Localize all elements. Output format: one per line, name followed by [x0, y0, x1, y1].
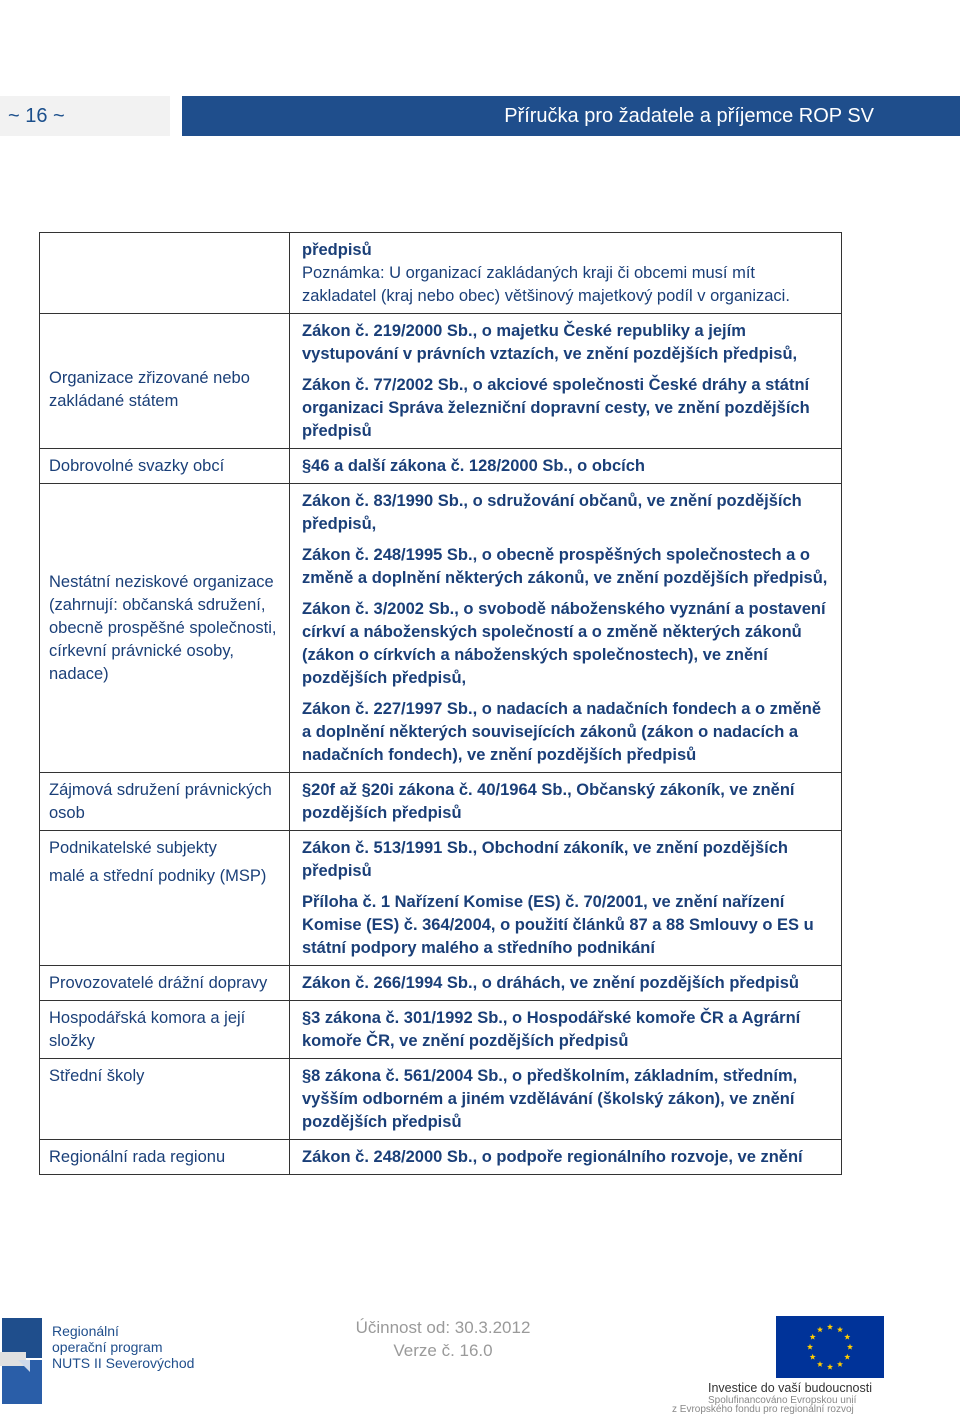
organization-type: Organizace zřizované nebo zakládané státem — [40, 314, 290, 449]
table-row — [40, 449, 842, 484]
organization-type-line: malé a střední podniky (MSP) — [49, 867, 267, 885]
legal-reference: Zákon č. 219/2000 Sb., o majetku České republiky a jejím vystupování v právních vztazích, ve znění pozdějších předpisů, — [302, 322, 798, 363]
row-right-cell — [290, 966, 842, 1001]
table-row — [40, 1001, 842, 1059]
eu-logo-line: Spolufinancováno Evropskou unií — [708, 1395, 857, 1406]
legal-reference: §8 zákona č. 561/2004 Sb., o předškolním, základním, středním, vyšším odborném a jiném vzdělávání (školský zákon), ve znění pozdějších předpisů — [302, 1067, 798, 1131]
table-row — [40, 773, 842, 831]
eu-logo-line: z Evropského fondu pro regionální rozvoj — [672, 1404, 854, 1415]
rop-logo — [0, 1314, 195, 1410]
row-right-cell — [290, 831, 842, 966]
version-text: Verze č. 16.0 — [393, 1341, 493, 1360]
legal-reference: §20f až §20i zákona č. 40/1964 Sb., Občanský zákoník, ve znění pozdějších předpisů — [302, 781, 795, 822]
rop-logo-line: NUTS II Severovýchod — [52, 1355, 195, 1371]
legal-reference: Zákon č. 513/1991 Sb., Obchodní zákoník, ve znění pozdějších předpisů — [302, 839, 788, 880]
rop-logo-line: Regionální — [52, 1323, 119, 1339]
eu-logo-line: Investice do vaší budoucnosti — [708, 1381, 872, 1395]
rop-nuts-logo-icon — [0, 1314, 195, 1410]
eu-flag-icon — [672, 1314, 960, 1415]
row-right-cell — [290, 1059, 842, 1140]
legislation-table — [39, 232, 842, 1175]
legal-reference: Zákon č. 248/2000 Sb., o podpoře regionálního rozvoje, ve znění — [302, 1148, 803, 1166]
legal-reference: předpisů — [302, 241, 372, 259]
legal-reference: Zákon č. 227/1997 Sb., o nadacích a nadačních fondech a o změně a doplnění některých souvisejících zákonů (zákon o nadacích a nadačních fondech), ve znění pozdějších předpisů — [302, 700, 822, 764]
document-title: Příručka pro žadatele a příjemce ROP SV — [182, 96, 960, 136]
organization-type: Střední školy — [40, 1059, 290, 1140]
note-text: Poznámka: U organizací zakládaných kraji či obcemi musí mít zakladatel (kraj nebo obec) většinový majetkový podíl v organizaci. — [302, 264, 790, 305]
organization-type: Provozovatelé drážní dopravy — [40, 966, 290, 1001]
legal-reference: Zákon č. 266/1994 Sb., o dráhách, ve znění pozdějších předpisů — [302, 974, 799, 992]
organization-type: Zájmová sdružení právnických osob — [40, 773, 290, 831]
eu-logo — [672, 1314, 960, 1415]
table-row — [40, 966, 842, 1001]
row-right-cell — [290, 773, 842, 831]
table-row — [40, 1059, 842, 1140]
organization-type: Dobrovolné svazky obcí — [40, 449, 290, 484]
legal-reference: Zákon č. 77/2002 Sb., o akciové společnosti České dráhy a státní organizaci Správa železniční dopravní cesty, ve znění pozdějších předpisů — [302, 376, 810, 440]
table-row — [40, 233, 842, 314]
effective-date: Účinnost od: 30.3.2012 — [355, 1318, 531, 1337]
organization-type: Nestátní neziskové organizace (zahrnují: občanská sdružení, obecně prospěšné společnosti, církevní právnické osoby, nadace) — [40, 484, 290, 773]
organization-type: Hospodářská komora a její složky — [40, 1001, 290, 1059]
legal-reference: Zákon č. 83/1990 Sb., o sdružování občanů, ve znění pozdějších předpisů, — [302, 492, 802, 533]
legal-reference: §46 a další zákona č. 128/2000 Sb., o obcích — [302, 457, 646, 475]
page-number: ~ 16 ~ — [0, 96, 170, 136]
row-right-cell — [290, 314, 842, 449]
table-row — [40, 484, 842, 773]
row-right-cell — [290, 1001, 842, 1059]
legal-reference: Zákon č. 3/2002 Sb., o svobodě náboženského vyznání a postavení církví a náboženských společností a o změně některých zákonů (zákon o církvích a náboženských společnostech), ve znění pozdějších předpisů, — [302, 600, 826, 687]
legal-reference: §3 zákona č. 301/1992 Sb., o Hospodářské komoře ČR a Agrární komoře ČR, ve znění pozdějších předpisů — [302, 1009, 801, 1050]
legal-reference: Příloha č. 1 Nařízení Komise (ES) č. 70/2001, ve znění nařízení Komise (ES) č. 364/2004, o použití článků 87 a 88 Smlouvy o ES u státní podpory malého a středního podnikání — [302, 893, 814, 957]
row-right-cell — [290, 1140, 842, 1175]
row-right-cell — [290, 484, 842, 773]
legal-reference: Zákon č. 248/1995 Sb., o obecně prospěšných společnostech a o změně a doplnění některých zákonů, ve znění pozdějších předpisů, — [302, 546, 828, 587]
table-row — [40, 314, 842, 449]
row-left-cell — [40, 233, 290, 314]
table-row — [40, 831, 842, 966]
organization-type-line: Podnikatelské subjekty — [49, 839, 217, 857]
row-right-cell — [290, 233, 842, 314]
organization-type — [40, 831, 290, 966]
row-right-cell — [290, 449, 842, 484]
rop-logo-line: operační program — [52, 1339, 163, 1355]
organization-type: Regionální rada regionu — [40, 1140, 290, 1175]
table-row — [40, 1140, 842, 1175]
